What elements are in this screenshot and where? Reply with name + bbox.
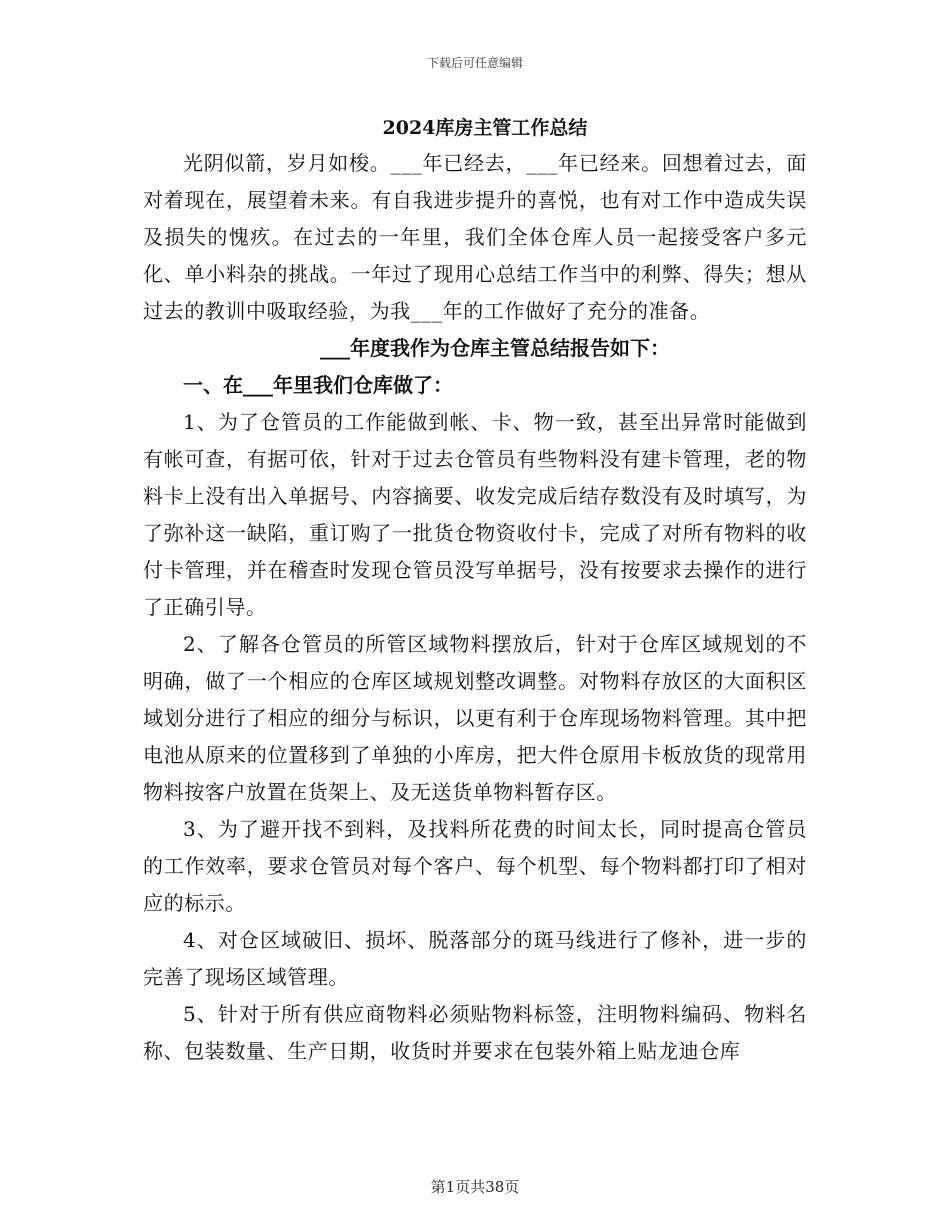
list-item: 5、针对于所有供应商物料必须贴物料标签，注明物料编码、物料名称、包装数量、生产日期，收货时并要求在包装外箱上贴龙迪仓库: [143, 1002, 807, 1063]
intro-paragraph: 光阴似箭，岁月如梭。___年已经去，___年已经来。回想着过去，面对着现在，展望着未来。有自我进步提升的喜悦，也有对工作中造成失误及损失的愧疚。在过去的一年里，我们全体仓库人员一起接受客户多元化、单小料杂的挑战。一年过了现用心总结工作当中的利弊、得失；想从过去的教训中吸取经验，为我___年的工作做好了充分的准备。: [143, 151, 807, 323]
document-body: [143, 111, 807, 1070]
list-item: 1、为了仓管员的工作能做到帐、卡、物一致，甚至出异常时能做到有帐可查，有据可依，针对于过去仓管员有些物料没有建卡管理，老的物料卡上没有出入单据号、内容摘要、收发完成后结存数没有及时填写，为了弥补这一缺陷，重订购了一批货仓物资收付卡，完成了对所有物料的收付卡管理，并在稽查时发现仓管员没写单据号，没有按要求去操作的进行了正确引导。: [143, 410, 807, 619]
list-item: 3、为了避开找不到料，及找料所花费的时间太长，同时提高仓管员的工作效率，要求仓管员对每个客户、每个机型、每个物料都打印了相对应的标示。: [143, 817, 807, 915]
list-item: 4、对仓区域破旧、损坏、脱落部分的斑马线进行了修补，进一步的完善了现场区域管理。: [143, 928, 807, 989]
section-heading: ___年度我作为仓库主管总结报告如下：: [320, 336, 670, 360]
page-header-note: 下载后可任意编辑: [426, 56, 523, 70]
list-item: 2、了解各仓管员的所管区域物料摆放后，针对于仓库区域规划的不明确，做了一个相应的仓库区域规划整改调整。对物料存放区的大面积区域划分进行了相应的细分与标识，以更有利于仓库现场物料管理。其中把电池从原来的位置移到了单独的小库房，把大件仓原用卡板放货的现常用物料按客户放置在货架上、及无送货单物料暂存区。: [143, 632, 807, 804]
page-number: 第1页共38页: [430, 1178, 520, 1196]
document-title: 2024库房主管工作总结: [382, 117, 588, 139]
subheading: 一、在___年里我们仓库做了：: [183, 373, 453, 397]
